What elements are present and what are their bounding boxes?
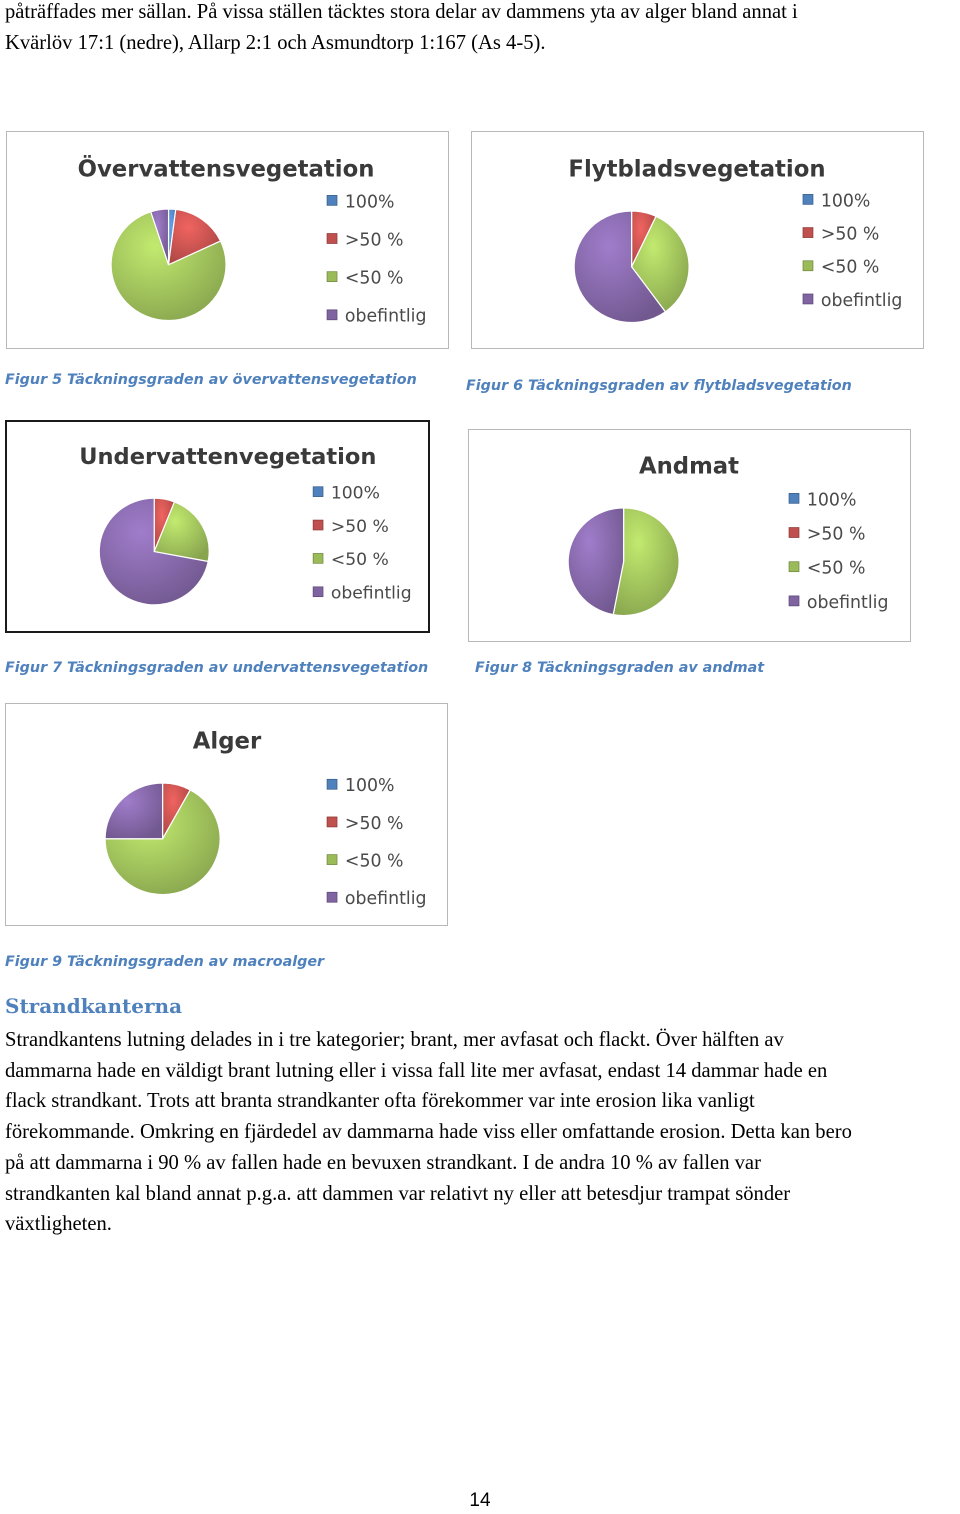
legend-label: 100% [344, 776, 395, 797]
paragraph-line: Strandkantens lutning delades in i tre kategorier; brant, mer avfasat och flackt. Över hälften av [5, 1029, 784, 1051]
legend-swatch [327, 272, 337, 282]
chart-andmat [468, 429, 911, 642]
legend-label: obefintlig [806, 592, 889, 613]
legend-swatch [327, 310, 337, 320]
section-paragraph [5, 1025, 960, 1240]
chart-title: Övervattensvegetation [77, 156, 375, 183]
legend-label: <50 % [330, 550, 389, 571]
chart-undervattenvegetation [5, 420, 430, 633]
paragraph-line: dammarna hade en väldigt brant lutning eller i vissa fall lite mer avfasat, endast 14 dammar hade en [5, 1059, 828, 1082]
paragraph-line: på att dammarna i 90 % av fallen hade en bevuxen strandkant. I de andra 10 % av fallen var [5, 1151, 761, 1174]
legend-label: obefintlig [344, 889, 427, 910]
legend-label: 100% [344, 192, 395, 213]
chart-title: Alger [192, 728, 262, 755]
legend-swatch [803, 261, 813, 271]
legend-label: <50 % [344, 268, 404, 289]
paragraph-line: växtligheten. [5, 1213, 112, 1236]
figure-caption: Figur 8 Täckningsgraden av andmat [475, 660, 765, 676]
pie-slice-obefintlig [568, 508, 623, 615]
legend-label: <50 % [806, 558, 866, 579]
legend-label: <50 % [344, 851, 404, 872]
chart-alger [5, 703, 448, 926]
legend-swatch [327, 817, 337, 827]
legend-label: >50 % [344, 230, 404, 251]
legend-label: 100% [820, 191, 871, 212]
chart-title: Undervattenvegetation [79, 444, 377, 471]
chart-svg [7, 422, 428, 631]
chart-svg [7, 132, 448, 348]
chart-overvattensvegetation [6, 131, 449, 349]
legend-label: obefintlig [330, 583, 412, 604]
legend-swatch [789, 596, 799, 606]
legend-swatch [313, 487, 323, 497]
legend-swatch [803, 294, 813, 304]
legend-label: obefintlig [820, 290, 903, 311]
chart-svg [6, 704, 447, 925]
chart-title: Andmat [638, 453, 740, 480]
intro-line: Kvärlöv 17:1 (nedre), Allarp 2:1 och Asmundtorp 1:167 (As 4-5). [5, 31, 546, 54]
legend-label: >50 % [820, 224, 880, 245]
paragraph-line: förekommande. Omkring en fjärdedel av dammarna hade viss eller omfattande erosion. Detta kan bero [5, 1121, 852, 1144]
paragraph-line: strandkanten kal bland annat p.g.a. att dammen var relativt ny eller att betesdjur trampat sönder [5, 1182, 791, 1205]
legend-swatch [327, 855, 337, 865]
legend-swatch [327, 779, 337, 789]
legend-label: obefintlig [344, 306, 427, 327]
legend-label: 100% [806, 490, 857, 511]
pie-slice-obefintlig [105, 783, 162, 839]
legend-swatch [327, 892, 337, 902]
legend-swatch [313, 587, 323, 597]
legend-swatch [327, 195, 337, 205]
chart-svg [469, 430, 910, 641]
legend-swatch [803, 228, 813, 238]
figure-caption: Figur 6 Täckningsgraden av flytbladsvegetation [466, 378, 852, 394]
intro-paragraph [5, 0, 960, 58]
chart-svg [472, 132, 923, 348]
legend-label: >50 % [806, 524, 866, 545]
legend-swatch [327, 234, 337, 244]
legend-swatch [789, 528, 799, 538]
legend-swatch [313, 553, 323, 563]
legend-swatch [789, 562, 799, 572]
legend-label: >50 % [330, 516, 389, 537]
legend-swatch [803, 194, 813, 204]
section-heading: Strandkanterna [5, 994, 183, 1018]
page-number: 14 [469, 1490, 491, 1511]
legend-swatch [789, 493, 799, 503]
figure-caption: Figur 7 Täckningsgraden av undervattensvegetation [5, 660, 429, 676]
legend-label: >50 % [344, 813, 404, 834]
paragraph-line: flack strandkant. Trots att branta strandkanter ofta förekommer var inte erosion lika vanligt [5, 1090, 755, 1113]
chart-title: Flytbladsvegetation [568, 156, 826, 183]
intro-line: påträffades mer sällan. På vissa ställen täcktes stora delar av dammens yta av alger bland annat i [5, 1, 798, 23]
legend-swatch [313, 520, 323, 530]
legend-label: <50 % [820, 257, 880, 278]
chart-flytbladsvegetation [471, 131, 924, 349]
legend-label: 100% [330, 483, 380, 504]
figure-caption: Figur 9 Täckningsgraden av macroalger [5, 954, 325, 970]
figure-caption: Figur 5 Täckningsgraden av övervattensvegetation [5, 372, 417, 388]
